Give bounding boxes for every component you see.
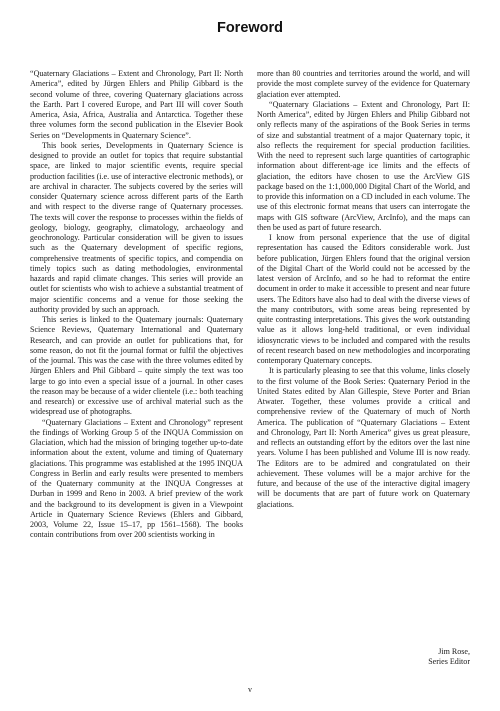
signature-name: Jim Rose,: [438, 647, 470, 656]
paragraph: It is particularly pleasing to see that this volume, links closely to the first volume of the Book Series: Quaternary Period in the United States edited by Alan Gillespie, Steve Porter and Brian Atwater. Together, these volumes provide a critical and comprehensive review of the Quaternary of much of North America. The publication of “Quaternary Glaciations – Extent and Chronology, Part II: North America” gives us great pleasure, and reflects an outstanding effort by the editors over the last nine years. Volume I has been published and Volume III is now ready. The Editors are to be admired and congratulated on their achievement. These volumes will be a major archive for the future, and because of the use of the interactive digital imagery will be documents that are part of future work on Quaternary glaciations.: [257, 366, 470, 509]
left-column: [30, 69, 243, 541]
paragraph: This series is linked to the Quaternary journals: Quaternary Science Reviews, Quaternary International and Quaternary Research, and can provide an outlet for publications that, for some reason, do not fit the journal format or fulfil the objectives of the journal. This was the case with the three volumes edited by Jürgen Ehlers and Phil Gibbard – quite simply the text was too large to go into even a special issue of a journal. In other cases the reason may be because of a wider clientele (i.e.: both teaching and research) or excessive use of archival material such as the widespread use of photographs.: [30, 315, 243, 417]
right-column: [257, 69, 470, 510]
paragraph: “Quaternary Glaciations – Extent and Chronology” represent the findings of Working Group 5 of the INQUA Commission on Glaciation, which had the mission of bringing together up-to-date information about the extent, volume and timing of Quaternary glaciations. This programme was established at the 1995 INQUA Congress in Berlin and early results were presented to members of the Quaternary community at the INQUA Congresses at Durban in 1999 and Reno in 2003. A brief preview of the work and the background to its development is given in a Viewpoint Article in Quaternary Science Reviews (Ehlers and Gibbard, 2003, Volume 22, Issue 15–17, pp 1561–1568). The books contain contributions from over 200 scientists working in: [30, 417, 243, 540]
signature: [257, 647, 470, 668]
paragraph: “Quaternary Glaciations – Extent and Chronology, Part II: North America”, edited by Jürgen Ehlers and Philip Gibbard not only reflects many of the aspirations of the Book Series in terms of size and substantial treatment of a major Quaternary topic, it also reflects the requirement for special production facilities. With the need to represent such large quantities of cartographic information about different-age ice limits and the effects of glaciation, the editors have chosen to use the ArcView GIS package based on the 1:1,000,000 Digital Chart of the World, and to provide this information on a CD included in each volume. The use of this electronic format means that users can interrogate the maps with GIS software (ArcView, ArcInfo), and the maps can then be used as part of future research.: [257, 99, 470, 232]
paragraph: more than 80 countries and territories around the world, and will provide the most complete survey of the evidence for Quaternary glaciation ever attempted.: [257, 69, 470, 99]
paragraph: This book series, Developments in Quaternary Science is designed to provide an outlet for topics that require substantial space, are linked to major scientific events, require special production facilities (i.e. use of interactive electronic methods), or are archival in character. The subjects covered by the series will consider Quaternary science across different parts of the Earth and with respect to the diverse range of Quaternary processes. The texts will cover the response to processes within the fields of geology, biology, geography, climatology, archaeology and geochronology. Particular consideration will be given to issues such as the Quaternary development of specific regions, comprehensive treatments of specific topics, and compendia on timely topics such as dating methodologies, environmental hazards and rapid climate changes. This series will provide an outlet for scientists who wish to achieve a substantial treatment of major scientific concerns and a venue for those seeking the authority provided by such an approach.: [30, 140, 243, 314]
signature-role: Series Editor: [428, 657, 470, 667]
page-number: v: [248, 685, 252, 694]
paragraph: “Quaternary Glaciations – Extent and Chronology, Part II: North America”, edited by Jürgen Ehlers and Philip Gibbard is the second volume of three, covering Quaternary glaciations across the Earth. Part I covered Europe, and Part III will cover South America, Asia, Africa, Australia and Antarctica. Together these three volumes form the second publication in the Elsevier Book Series on “Developments in Quaternary Science”.: [30, 69, 243, 140]
paragraph: I know from personal experience that the use of digital representation has caused the Editors considerable work. Just before publication, Jürgen Ehlers found that the original version of the Digital Chart of the World could not be accessed by the latest version of ArcInfo, and so he had to reformat the entire document in order to make it accessible to present and near future users. The Editors have also had to deal with the diverse views of the many contributors, with some areas being represented by quite contrasting interpretations. This gives the work outstanding value as it allows long-held traditional, or even individual idiosyncratic views to be included and compared with the results of recent research based on new methodologies and incorporating contemporary Quaternary concepts.: [257, 233, 470, 365]
page-title: Foreword: [216, 20, 284, 36]
